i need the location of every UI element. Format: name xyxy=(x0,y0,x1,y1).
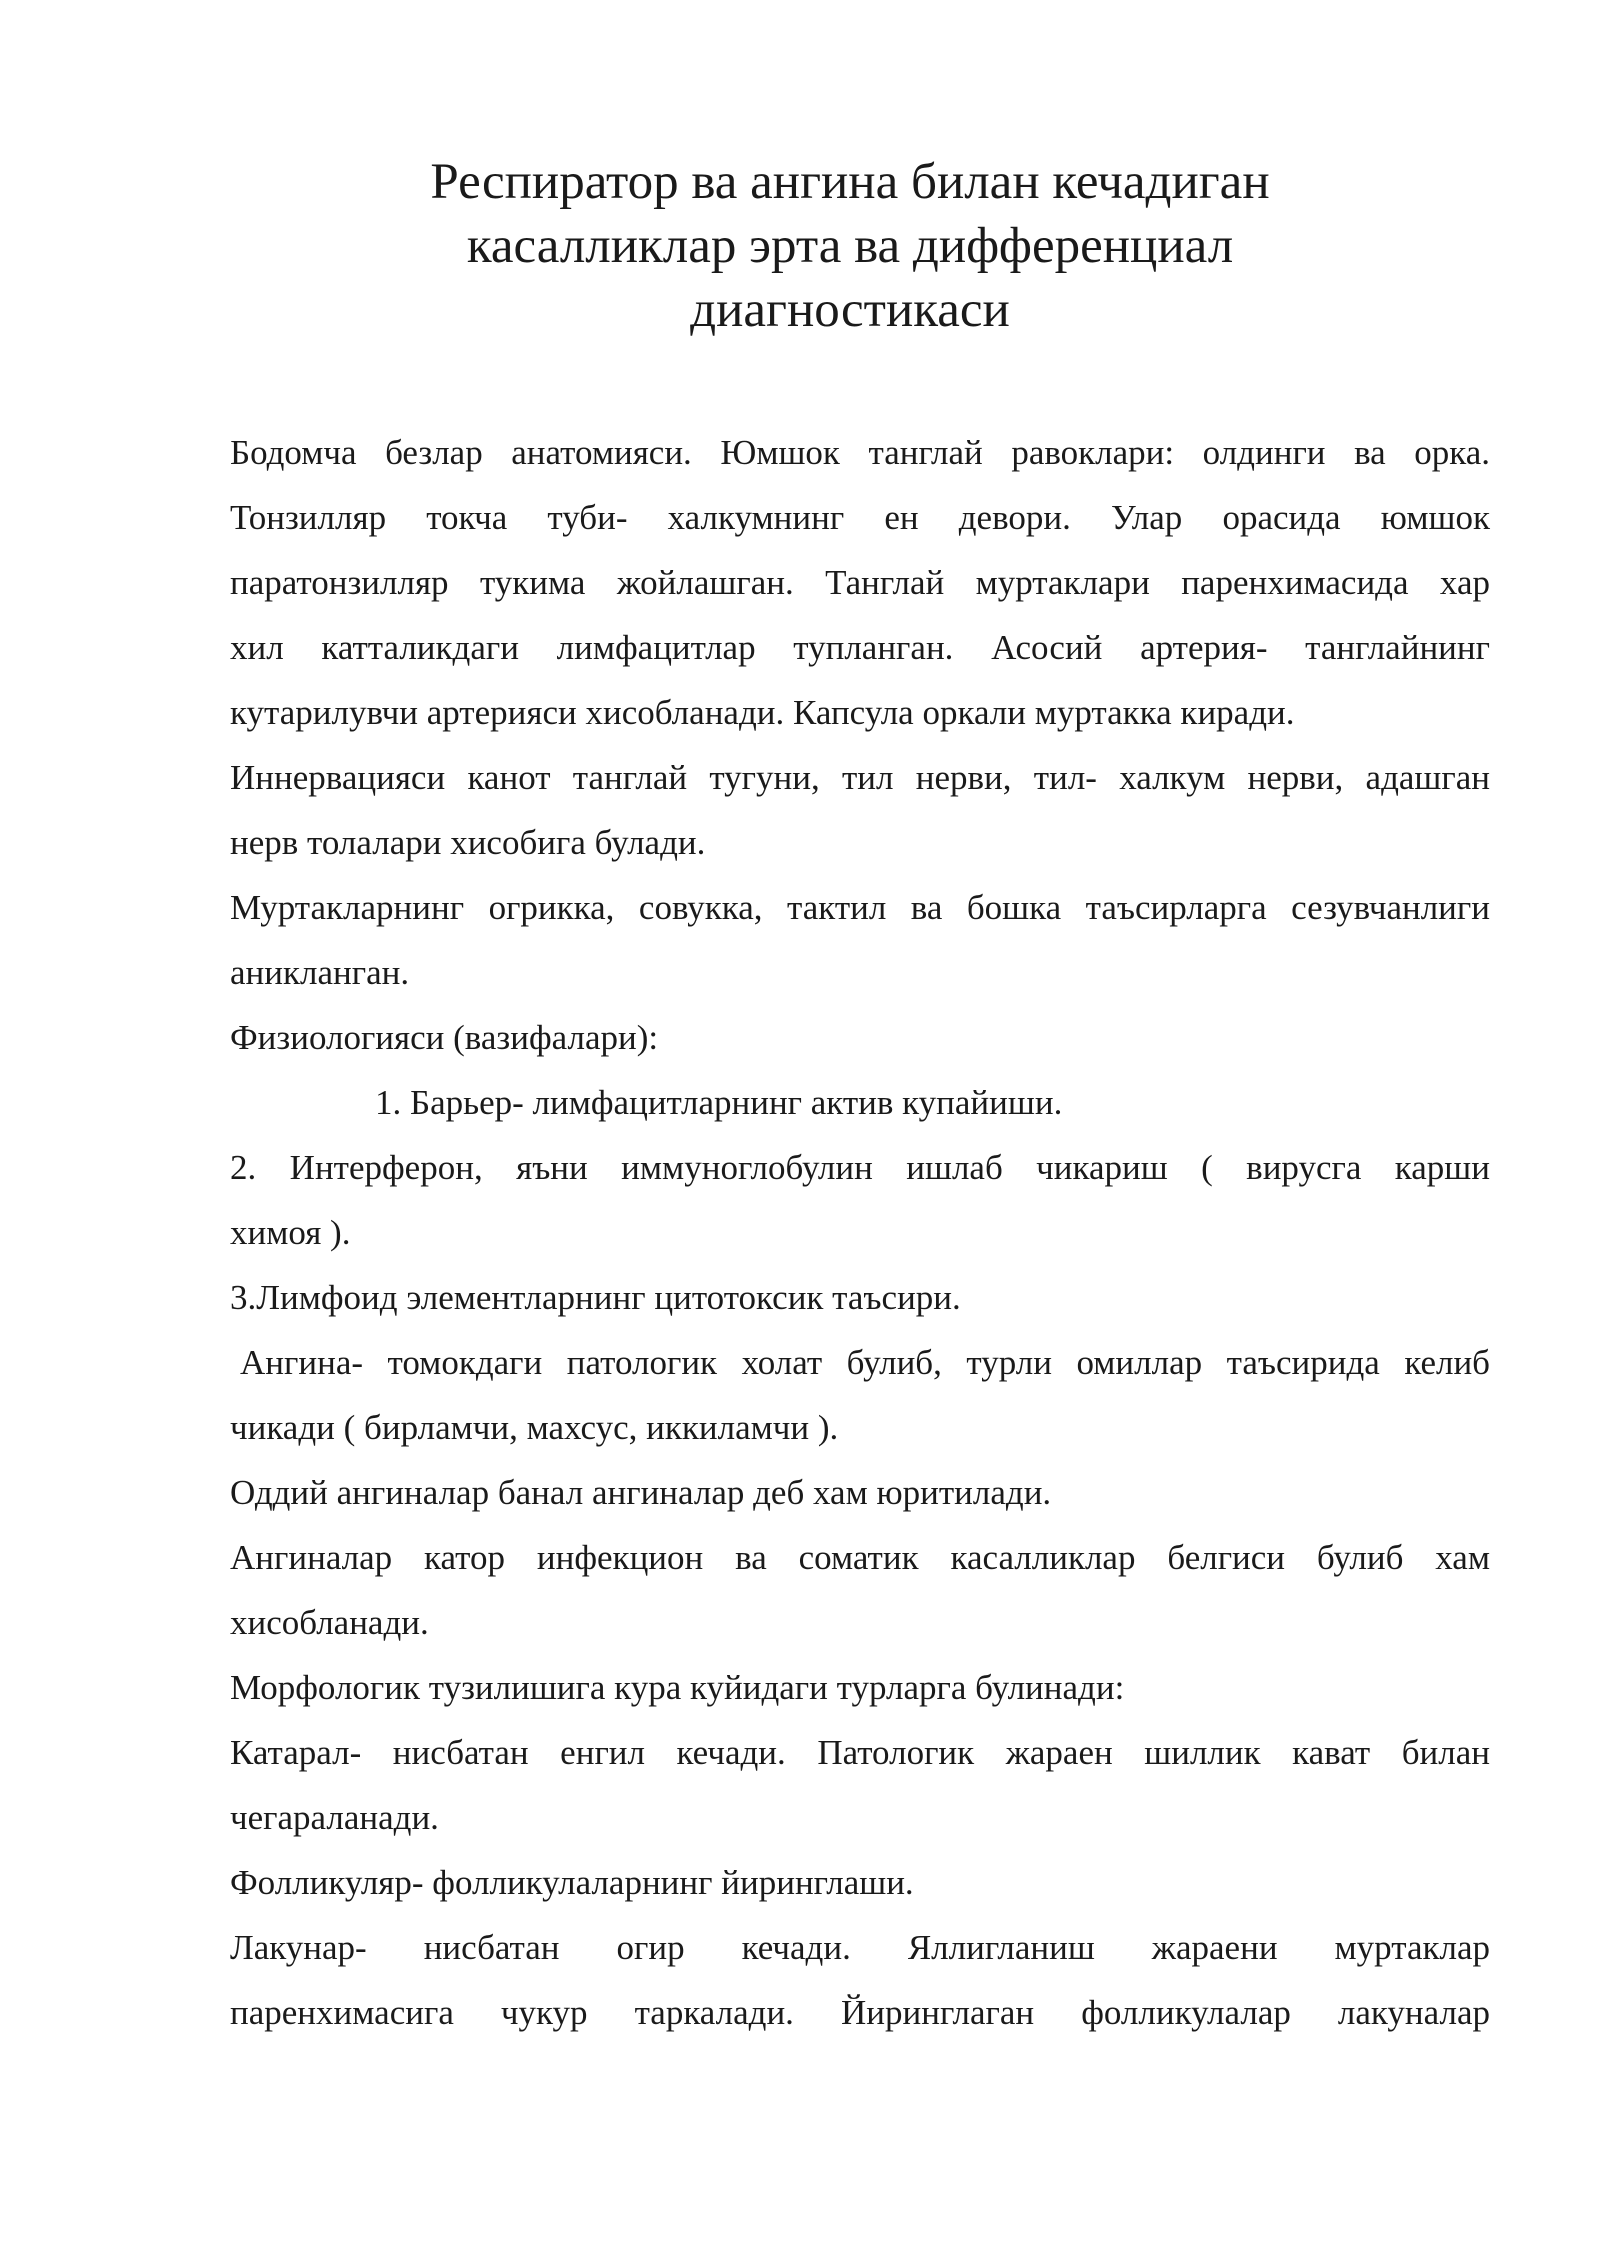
text-line: кутарилувчи артерияси хисобланади. Капсула оркали муртакка киради. xyxy=(230,693,1295,732)
paragraph-angina-symptom xyxy=(230,1525,1490,1655)
text-line: 3.Лимфоид элементларнинг цитотоксик таъсири. xyxy=(230,1278,961,1317)
paragraph-anatomy xyxy=(230,420,1490,745)
paragraph-physiology-heading xyxy=(230,1005,1490,1070)
paragraph-sensitivity xyxy=(230,875,1490,1005)
paragraph-innervation xyxy=(230,745,1490,875)
text-line: нерв толалари хисобига булади. xyxy=(230,823,706,862)
list-item-barrier xyxy=(230,1070,1490,1135)
paragraph-angina-definition-cont xyxy=(230,1395,1490,1460)
text-line: хил катталикдаги лимфацитлар тупланган. Асосий артерия- танглайнинг xyxy=(230,628,1490,667)
paragraph-banal-angina xyxy=(230,1460,1490,1525)
paragraph-angina-definition xyxy=(230,1330,1490,1395)
text-line: Иннервацияси канот танглай тугуни, тил нерви, тил- халкум нерви, адашган xyxy=(230,758,1490,797)
document-title xyxy=(300,150,1400,342)
paragraph-lacunar xyxy=(230,1915,1490,2045)
paragraph-follicular xyxy=(230,1850,1490,1915)
text-line: Ангина- томокдаги патологик холат булиб, турли омиллар таъсирида келиб xyxy=(240,1343,1490,1382)
paragraph-catarrhal xyxy=(230,1720,1490,1850)
text-line: паратонзилляр тукима жойлашган. Танглай муртаклари паренхимасида хар xyxy=(230,563,1490,602)
text-line: Физиологияси (вазифалари): xyxy=(230,1018,659,1057)
list-item-cytotoxic xyxy=(230,1265,1490,1330)
text-line: чикади ( бирламчи, махсус, иккиламчи ). xyxy=(230,1408,839,1447)
text-line: Фолликуляр- фолликулаларнинг йиринглаши. xyxy=(230,1863,914,1902)
text-line: хисобланади. xyxy=(230,1603,429,1642)
text-line: Бодомча безлар анатомияси. Юмшок танглай равоклари: олдинги ва орка. xyxy=(230,433,1490,472)
text-line: Оддий ангиналар банал ангиналар деб хам юритилади. xyxy=(230,1473,1052,1512)
text-line: 2. Интерферон, яъни иммуноглобулин ишлаб чикариш ( вирусга карши xyxy=(230,1148,1490,1187)
list-item-interferon xyxy=(230,1135,1490,1265)
text-line: Тонзилляр токча туби- халкумнинг ен девори. Улар орасида юмшок xyxy=(230,498,1490,537)
text-line: 1. Барьер- лимфацитларнинг актив купайиши. xyxy=(375,1083,1063,1122)
text-line: Ангиналар катор инфекцион ва соматик касалликлар белгиси булиб хам xyxy=(230,1538,1490,1577)
text-line: Морфологик тузилишига кура куйидаги турларга булинади: xyxy=(230,1668,1125,1707)
title-line: диагностикаси xyxy=(690,282,1010,338)
text-line: аникланган. xyxy=(230,953,410,992)
text-line: Лакунар- нисбатан огир кечади. Яллигланиш жараени муртаклар xyxy=(230,1928,1490,1967)
title-line: Респиратор ва ангина билан кечадиган xyxy=(430,154,1270,210)
text-line: Катарал- нисбатан енгил кечади. Патологик жараен шиллик кават билан xyxy=(230,1733,1490,1772)
title-line: касалликлар эрта ва дифференциал xyxy=(466,218,1234,274)
text-line: паренхимасига чукур таркалади. Йиринглаган фолликулалар лакуналар xyxy=(230,1993,1490,2032)
text-line: Муртакларнинг огрикка, совукка, тактил ва бошка таъсирларга сезувчанлиги xyxy=(230,888,1490,927)
paragraph-morphology xyxy=(230,1655,1490,1720)
text-line: чегараланади. xyxy=(230,1798,439,1837)
document-body xyxy=(230,420,1490,2045)
text-line: химоя ). xyxy=(230,1213,351,1252)
